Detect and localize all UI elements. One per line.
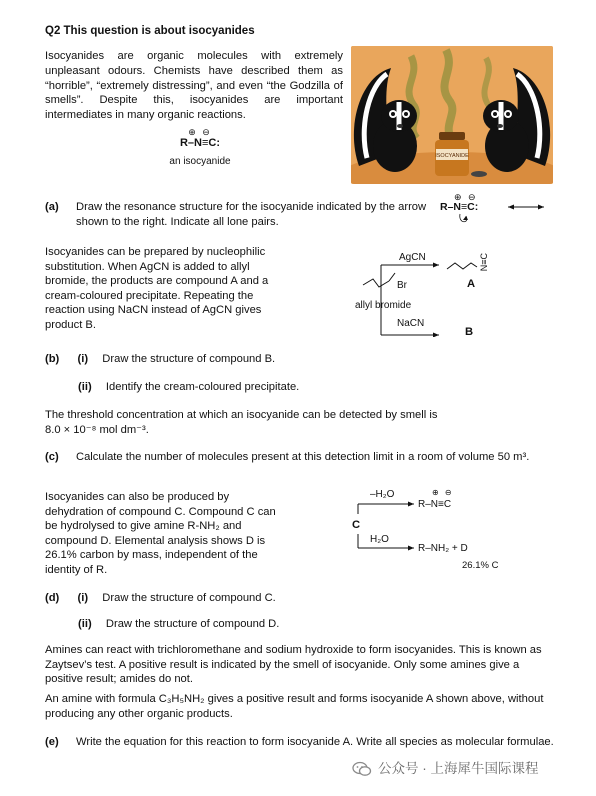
part-b-ii-label: (ii) — [78, 381, 92, 393]
reagent-nacn: NaCN — [397, 318, 425, 329]
part-e-text: Write the equation for this reaction to form isocyanide A. Write all species as molecular formulae. — [76, 736, 554, 748]
isocyanide-structure — [160, 128, 240, 168]
compound-c-label: C — [352, 519, 361, 531]
isocyanide-product: R–N≡C — [418, 499, 452, 510]
part-b-i-text: Draw the structure of compound B. — [102, 353, 276, 365]
reagent-agcn: AgCN — [399, 252, 426, 263]
reagent-minus-water: –H₂O — [370, 489, 395, 500]
part-b-ii-text: Identify the cream-coloured precipitate. — [105, 381, 300, 393]
halide-label: Br — [397, 280, 407, 291]
question-title: Q2 This question is about isocyanides — [45, 25, 255, 37]
product-charges-2: ⊕ ⊖ — [432, 488, 454, 497]
threshold-paragraph — [45, 408, 545, 437]
reaction-scheme-2 — [350, 486, 560, 576]
allyl-bromide-label: allyl bromide — [355, 300, 412, 311]
threshold-line-1: The threshold concentration at which an isocyanide can be detected by smell is — [45, 409, 438, 421]
skunk-illustration — [351, 46, 553, 184]
amine-formula-paragraph: An amine with formula C₃H₅NH₂ gives a positive result and forms isocyanide A shown above, without producing any other organic products. — [45, 693, 544, 720]
reagent-water: H₂O — [370, 534, 389, 545]
watermark — [352, 760, 539, 778]
intro-paragraph: Isocyanides are organic molecules with extremely unpleasant odours. Chemists have described them as “horrible”, “extremely distressing”, and even “the Godzilla of smells”. Despite this, isocyanides are important intermediates in many organic reactions. — [45, 50, 343, 122]
part-b-ii — [78, 380, 299, 395]
part-a-text: Draw the resonance structure for the isocyanide indicated by the arrow shown to the right. Indicate all lone pairs. — [76, 201, 427, 228]
dehydration-paragraph: Isocyanides can also be produced by dehydration of compound C. Compound C can be hydrolysed to give amine R-NH₂ and compound D. Elemental analysis shows D is 26.1% carbon by mass, independent of the identity of R. — [45, 491, 276, 576]
part-d-i-text: Draw the structure of compound C. — [102, 592, 276, 604]
part-d-ii-text: Draw the structure of compound D. — [105, 618, 280, 630]
reaction-1-lines — [355, 247, 515, 337]
reaction-scheme-1 — [355, 247, 515, 337]
struct-formula: R–N≡C: — [440, 201, 479, 213]
part-c-label: (c) — [45, 451, 59, 463]
part-d-ii-label: (ii) — [78, 618, 92, 630]
zaytsev-test-paragraph: Amines can react with trichloromethane and sodium hydroxide to form isocyanides. This is known as Zaytsev’s test. A positive result is indicated by the smell of isocyanide. Only some amines give a positive result; amides do not. — [45, 644, 542, 686]
part-b-label: (b) — [45, 353, 60, 365]
part-b-i-label: (i) — [77, 353, 89, 365]
struct-charges: ⊕ ⊖ — [454, 192, 478, 202]
part-d-i-label: (i) — [77, 592, 89, 604]
isocyanide-formula: R–N≡C: — [179, 137, 221, 149]
resonance-arrow-structure — [432, 192, 552, 226]
part-c-text: Calculate the number of molecules present at this detection limit in a room of volume 50 m³. — [76, 451, 530, 463]
carbon-percent-note: 26.1% C — [462, 560, 499, 571]
resonance-arrow-icon — [432, 192, 552, 226]
part-b-i — [45, 352, 275, 367]
part-d-i — [45, 591, 276, 606]
preparation-paragraph: Isocyanides can be prepared by nucleophilic substitution. When AgCN is added to allyl bromide, the products are compound A and a cream-coloured precipitate. Repeating the reaction using NaCN instead of AgCN gives product B. — [45, 246, 269, 331]
isocyanide-group: N≡C — [479, 253, 489, 272]
wechat-icon — [352, 761, 372, 777]
isocyanide-caption: an isocyanide — [169, 156, 231, 168]
threshold-line-2: 8.0 × 10⁻⁸ mol dm⁻³. — [45, 423, 149, 436]
formal-charges: ⊕ ⊖ — [188, 127, 212, 137]
part-d-label: (d) — [45, 592, 60, 604]
part-e-label: (e) — [45, 736, 59, 748]
part-d-ii — [78, 617, 279, 632]
product-a-label: A — [467, 278, 476, 290]
bottle-label: ISOCYANIDE — [435, 153, 469, 159]
amine-plus-d: R–NH₂ + D — [418, 543, 468, 554]
product-b-label: B — [465, 326, 474, 338]
watermark-text: 公众号 · 上海犀牛国际课程 — [378, 761, 539, 776]
part-a-label: (a) — [45, 201, 59, 213]
skunks-image — [351, 46, 553, 184]
